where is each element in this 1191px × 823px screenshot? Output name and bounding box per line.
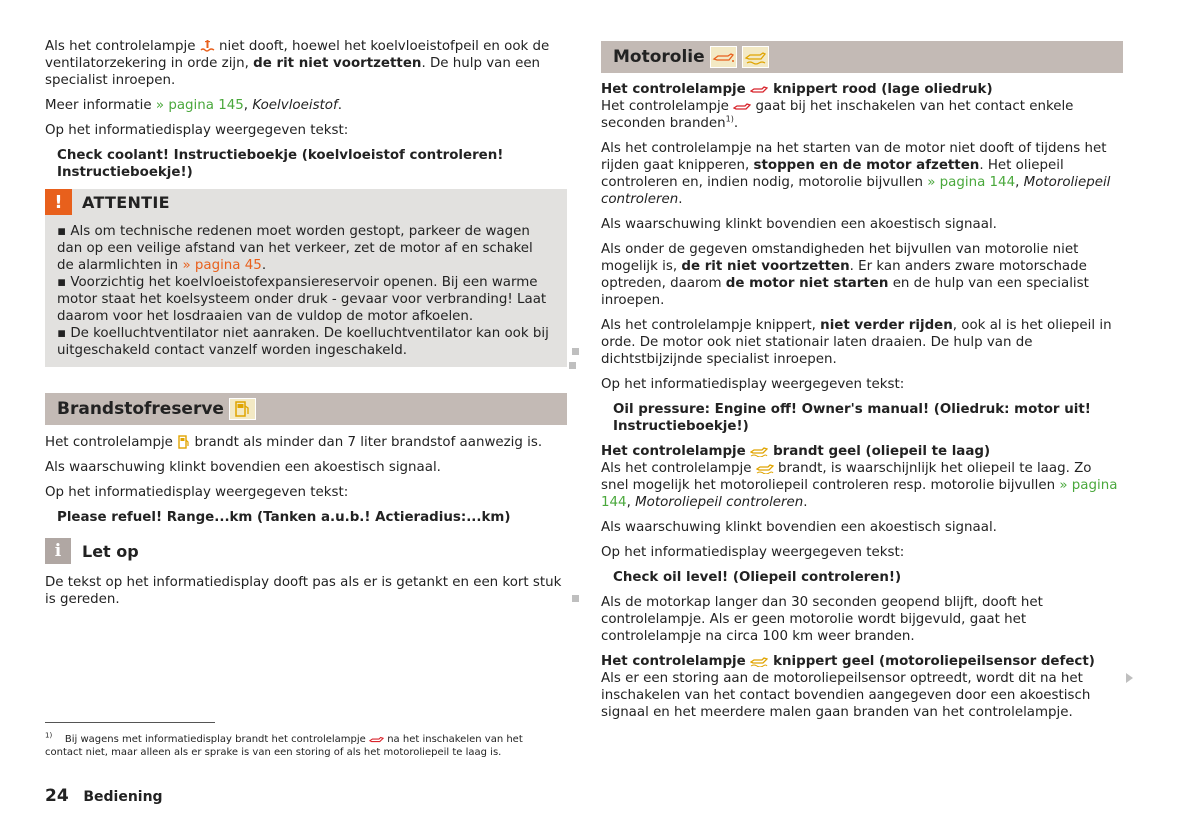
page-link-144[interactable]: » pagina 144 <box>601 478 1118 510</box>
note-title: Let op <box>82 541 139 561</box>
p7: Als het controlelampje brandt, is waarschijnlijk het oliepeil te laag. Zo snel mogelijk het motoroliepeil controleren resp. motorolie bijvullen » pagina 144, Motoroliepeil controleren. <box>601 461 1118 510</box>
page-link-145[interactable]: » pagina 145 <box>155 98 244 113</box>
left-column <box>45 38 567 616</box>
section-header-fuel: Brandstofreserve <box>45 393 567 425</box>
fuel-p3: Op het informatiedisplay weergegeven tekst: <box>45 485 349 500</box>
fuel-p1: Het controlelampje brandt als minder dan 7 liter brandstof aanwezig is. <box>45 435 543 450</box>
p10: Als de motorkap langer dan 30 seconden geopend blijft, dooft het controlelampje. Als er geen motorolie wordt bijgevuld, gaat het controlelampje na circa 100 km weer branden. <box>601 595 1043 644</box>
oil-level-icon <box>750 446 768 457</box>
fuel-p2: Als waarschuwing klinkt bovendien een akoestisch signaal. <box>45 460 441 475</box>
section-header-motorolie: Motorolie <box>601 41 1123 73</box>
heading-red-blink: Het controlelampje knippert rood (lage oliedruk) <box>601 82 993 97</box>
fuel-reserve-icon <box>229 398 256 420</box>
footnote-rule <box>45 722 215 723</box>
p8: Als waarschuwing klinkt bovendien een akoestisch signaal. <box>601 520 997 535</box>
display-text-label: Op het informatiedisplay weergegeven tekst: <box>45 123 349 138</box>
coolant-intro: Als het controlelampje niet dooft, hoewel het koelvloeistofpeil en ook de ventilatorzekering in orde zijn, de rit niet voortzetten. De hulp van een specialist inroepen. <box>45 39 550 88</box>
end-marker <box>572 595 579 602</box>
oil-can-icon <box>369 735 384 744</box>
p11: Als er een storing aan de motoroliepeilsensor optreedt, wordt dit na het inschakelen van het contact bovendien aangegeven door een akoestisch signaal en het meerdere malen gaan branden van het controlelampje. <box>601 671 1091 720</box>
fuel-message: Please refuel! Range...km (Tanken a.u.b.! Actieradius:...km) <box>57 510 511 525</box>
note-text: De tekst op het informatiedisplay dooft pas als er is getankt en een kort stuk is gereden. <box>45 575 562 607</box>
info-icon: i <box>45 538 71 564</box>
page-footer <box>45 788 163 806</box>
attention-item-3: ▪ De koelluchtventilator niet aanraken. De koelluchtventilator kan ook bij uitgeschakeld contact vanzelf worden ingeschakeld. <box>57 326 549 358</box>
footnote: $^{1)}$ Bij wagens met informatiedisplay brandt het controlelampje na het inschakelen van het contact niet, maar alleen als er sprake is van een storing of als het motoroliepeil te laag is. <box>45 731 523 758</box>
p5: Als het controlelampje knippert, niet verder rijden, ook al is het oliepeil in orde. De motor ook niet stationair laten draaien. De hulp van de dichtstbijzijnde specialist inroepen. <box>601 318 1112 367</box>
p1: Het controlelampje gaat bij het inschakelen van het contact enkele seconden branden$^{1)}$. <box>601 99 1074 131</box>
heading-sensor: Het controlelampje knippert geel (motoroliepeilsensor defect) <box>601 654 1095 669</box>
oil-can-icon <box>733 101 751 112</box>
page-link-144[interactable]: » pagina 144 <box>927 175 1016 190</box>
end-marker <box>572 348 579 355</box>
note-header <box>45 538 567 564</box>
page-link-45[interactable]: » pagina 45 <box>182 258 262 273</box>
p9: Op het informatiedisplay weergegeven tekst: <box>601 545 905 560</box>
oil-pressure-message: Oil pressure: Engine off! Owner's manual! (Oliedruk: motor uit! Instructieboekje!) <box>613 402 1091 434</box>
oil-level-icon <box>742 46 769 68</box>
attention-title: ATTENTIE <box>82 192 170 212</box>
coolant-warning-icon <box>200 39 215 53</box>
oil-can-icon <box>710 46 737 68</box>
attention-box <box>45 189 567 367</box>
continue-arrow-icon <box>1126 673 1133 683</box>
chapter-title: Bediening <box>83 789 163 805</box>
right-column <box>601 41 1123 729</box>
p3: Als waarschuwing klinkt bovendien een akoestisch signaal. <box>601 217 997 232</box>
attention-item-2: ▪ Voorzichtig het koelvloeistofexpansiereservoir openen. Bij een warme motor staat het koelsysteem onder druk - gevaar voor verbranding! Laat daarom voor het losdraaien van de vuldop de motor afkoelen. <box>57 275 547 324</box>
p6: Op het informatiedisplay weergegeven tekst: <box>601 377 905 392</box>
oil-level-icon <box>750 656 768 667</box>
p2: Als het controlelampje na het starten van de motor niet dooft of tijdens het rijden gaat knipperen, stoppen en de motor afzetten. Het oliepeil controleren en, indien nodig, motorolie bijvullen » pagina 144, Motoroliepeil controleren. <box>601 141 1111 207</box>
coolant-message: Check coolant! Instructieboekje (koelvloeistof controleren! Instructieboekje!) <box>57 148 504 180</box>
oil-level-icon <box>756 463 774 474</box>
page-number: 24 <box>45 786 69 806</box>
heading-yellow: Het controlelampje brandt geel (oliepeil te laag) <box>601 444 991 459</box>
p4: Als onder de gegeven omstandigheden het bijvullen van motorolie niet mogelijk is, de rit niet voortzetten. Er kan anders zware motorschade optreden, daarom de motor niet starten en de hulp van een specialist inroepen. <box>601 242 1089 308</box>
oil-can-icon <box>750 84 768 95</box>
more-info: Meer informatie » pagina 145, Koelvloeistof. <box>45 98 342 113</box>
fuel-reserve-icon <box>177 435 190 449</box>
warning-icon: ! <box>45 189 72 215</box>
end-marker <box>569 362 576 369</box>
oil-level-message: Check oil level! (Oliepeil controleren!) <box>613 570 902 585</box>
attention-item-1: ▪ Als om technische redenen moet worden gestopt, parkeer de wagen dan op een veilige afstand van het verkeer, zet de motor af en schakel de alarmlichten in » pagina 45. <box>57 224 533 273</box>
